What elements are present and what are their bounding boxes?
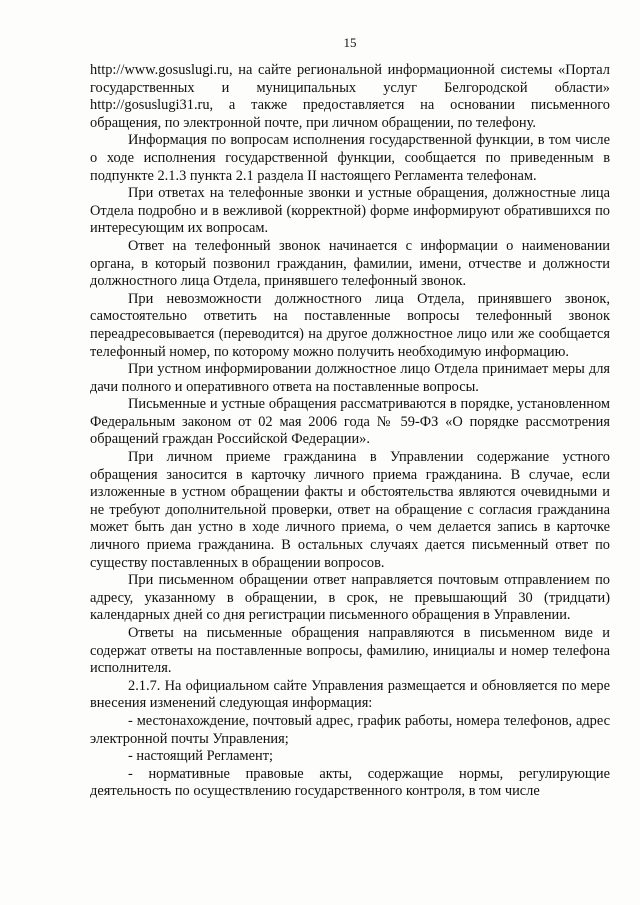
page-number: 15 — [343, 35, 357, 50]
paragraph: Письменные и устные обращения рассматриваются в порядке, установленном Федеральным законом от 02 мая 2006 года № 59-ФЗ «О порядке рассмотрения обращений граждан Российской Федерации». — [90, 396, 610, 448]
list-item: - нормативные правовые акты, содержащие нормы, регулирующие деятельность по осуществлению государственного контроля, в том числе — [90, 765, 610, 800]
paragraph: 2.1.7. На официальном сайте Управления размещается и обновляется по мере внесения изменений следующая информация: — [90, 677, 610, 712]
list-item: - настоящий Регламент; — [128, 748, 274, 765]
paragraph: Ответ на телефонный звонок начинается с информации о наименовании органа, в который позвонил гражданин, фамилии, имени, отчестве и должности должностного лица Отдела, принявшего телефонный звонок. — [90, 237, 610, 290]
paragraph: Ответы на письменные обращения направляются в письменном виде и содержат ответы на поставленные вопросы, фамилию, инициалы и номер телефона исполнителя. — [90, 625, 610, 677]
paragraph: Информация по вопросам исполнения государственной функции, в том числе о ходе исполнения государственной функции, сообщается по приведенным в подпункте 2.1.3 пункта 2.1 раздела II настоящего Регламента телефонам. — [90, 132, 610, 184]
paragraph: При устном информировании должностное лицо Отдела принимает меры для дачи полного и оперативного ответа на поставленные вопросы. — [90, 361, 610, 395]
paragraph: При личном приеме гражданина в Управлении содержание устного обращения заносится в карточку личного приема гражданина. В случае, если изложенные в устном обращении факты и обстоятельства являются очевидными и не требуют дополнительной проверки, ответ на обращение с согласия гражданина может быть дан устно в ходе личного приема, о чем делается запись в карточке личного приема гражданина. В остальных случаях дается письменный ответ по существу поставленных в обращении вопросов. — [90, 449, 610, 571]
paragraph: При невозможности должностного лица Отдела, принявшего звонок, самостоятельно ответить на поставленные вопросы телефонный звонок переадресовывается (переводится) на другое должностное лицо или же сообщается телефонный номер, по которому можно получить необходимую информацию. — [90, 290, 610, 360]
paragraph: http://www.gosuslugi.ru, на сайте региональной информационной системы «Портал государственных и муниципальных услуг Белгородской области» http://gosuslugi31.ru, а также предоставляется на основании письменного обращения, по электронной почте, при личном обращении, по телефону. — [90, 62, 610, 131]
paragraph: При ответах на телефонные звонки и устные обращения, должностные лица Отдела подробно и в вежливой (корректной) форме информируют обратившихся по интересующим их вопросам. — [90, 185, 610, 237]
paragraph: При письменном обращении ответ направляется почтовым отправлением по адресу, указанному в обращении, в срок, не превышающий 30 (тридцати) календарных дней со дня регистрации письменного обращения в Управлении. — [90, 572, 610, 624]
list-item: - местонахождение, почтовый адрес, график работы, номера телефонов, адрес электронной почты Управления; — [90, 712, 610, 747]
document-body — [90, 62, 610, 801]
